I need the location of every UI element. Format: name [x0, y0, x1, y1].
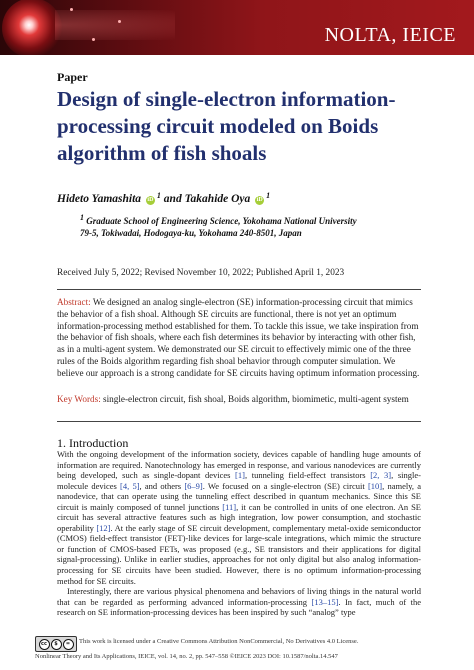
divider	[57, 421, 421, 422]
journal-banner	[0, 0, 474, 55]
affiliation-marker: 1	[266, 191, 271, 200]
citation-link[interactable]: [1]	[235, 470, 245, 481]
keywords	[57, 394, 421, 406]
introduction-body	[57, 449, 421, 618]
keywords-label: Key Words:	[57, 394, 101, 404]
banner-spark	[92, 38, 95, 41]
divider	[57, 289, 421, 290]
section-heading: 1. Introduction	[57, 436, 129, 450]
banner-glow	[55, 10, 175, 40]
license-text: This work is licensed under a Creative Commons Attribution NonCommercial, No Derivatives 4.0 License.	[79, 638, 359, 645]
affiliation-line: Graduate School of Engineering Science, Yokohama National University	[86, 216, 357, 226]
citation-link[interactable]: [6–9]	[184, 480, 203, 491]
no-derivatives-icon: =	[63, 639, 74, 650]
abstract	[57, 297, 421, 380]
keywords-text: single-electron circuit, fish shoal, Boids algorithm, biomimetic, multi-agent system	[100, 394, 409, 404]
affiliation-line: 79-5, Tokiwadai, Hodogaya-ku, Yokohama 240-8501, Japan	[80, 228, 302, 238]
journal-name: NOLTA, IEICE	[324, 24, 456, 46]
author-name[interactable]: Hideto Yamashita	[57, 193, 142, 205]
article-type-label: Paper	[57, 70, 88, 84]
paragraph: Interestingly, there are various physical phenomena and behaviors of living things in the natural world that can be regarded as performing advanced information-processing [13–15]. In fact, much of the research on SE information-processing devices has been inspired by such “analog” type	[57, 586, 421, 618]
banner-spark	[70, 8, 73, 11]
orcid-icon[interactable]: iD	[256, 197, 263, 203]
citation-link[interactable]: [11]	[222, 501, 237, 512]
author-name[interactable]: Takahide Oya	[184, 193, 251, 205]
affiliation-marker: 1	[80, 213, 84, 222]
author-conjunction: and	[163, 193, 182, 205]
affiliation-marker: 1	[156, 191, 161, 200]
author-line	[57, 191, 270, 205]
citation-link[interactable]: [10]	[367, 480, 383, 491]
glowing-orb-graphic	[2, 0, 62, 55]
paper-title: Design of single-electron information-processing circuit modeled on Boids algorithm of fish shoals	[57, 87, 396, 165]
citation-link[interactable]: [13–15]	[311, 596, 339, 607]
noncommercial-icon: $	[51, 639, 62, 650]
citation-link[interactable]: [12]	[96, 522, 111, 533]
publication-dates: Received July 5, 2022; Revised November 10, 2022; Published April 1, 2023	[57, 268, 345, 278]
citation-link[interactable]: [4, 5]	[120, 480, 140, 491]
abstract-text: We designed an analog single-electron (SE) information-processing circuit that mimics the behavior of a fish shoal. Although SE circuits are functional, there is not yet an optimum information-processing method established for them. To tackle this issue, we take inspiration from the behavior of fish shoals, where each fish determines its behavior by interacting with other fish, as in a multi-agent system. We demonstrated our SE circuit to effectively mimic one of the three rules of the Boids algorithm regarding fish shoal behavior through computer simulation. We believe our approach is a strong candidate for SE circuits having optimum information processing.	[57, 297, 420, 378]
citation-link[interactable]: [2, 3]	[370, 470, 392, 481]
creative-commons-badge[interactable]	[35, 636, 77, 652]
orcid-icon[interactable]: iD	[147, 197, 154, 203]
paragraph: With the ongoing development of the information society, devices capable of handling huge amounts of information are required. Nanotechnology has emerged in response, and various nanodevices are currently being developed, such as single-dopant devices [1], tunneling field-effect transistors [2, 3], single-molecule devices [4, 5], and others [6–9]. We focused on a single-electron (SE) circuit [10], namely, a nanodevice, that can operate using the tunneling effect described in quantum mechanics. Since this SE circuit is mainly composed of tunnel junctions [11], it can be controlled in units of one electron. An SE circuit has several attractive features such as high integration, low power consumption, and stochastic operability [12]. At the early stage of SE circuit development, complementary metal-oxide semiconductor (CMOS) field-effect transistor (FET)-like devices for large-scale integrations, which mimic the structure or function of CMOS-based FETs, was proposed (e.g., SE transistors and their applications for digital signal-processing). Unlike in earlier studies, approaches for not only digital but also analog information-processing for SE circuits have been studied. However, there is no optimum information-processing method for SE circuits.	[57, 449, 422, 586]
affiliation-block	[80, 212, 357, 239]
banner-spark	[118, 20, 121, 23]
abstract-label: Abstract:	[57, 297, 91, 307]
cc-icon: cc	[39, 639, 50, 650]
citation-text: Nonlinear Theory and Its Applications, IEICE, vol. 14, no. 2, pp. 547–558 ©IEICE 2023 DOI: 10.1587/nolta.14.547	[35, 653, 338, 660]
